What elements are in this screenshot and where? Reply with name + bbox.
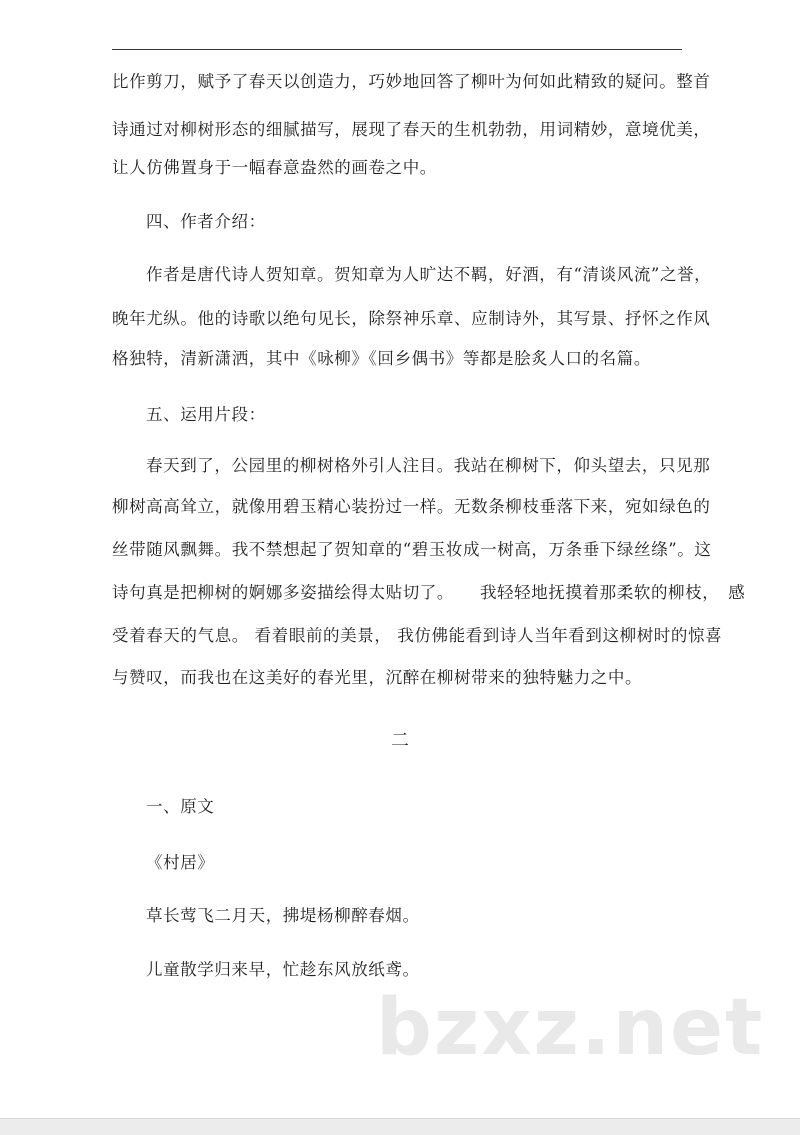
poem-line-1: 草长莺飞二月天，拂堤杨柳醉春烟。 — [146, 906, 420, 925]
paragraph-line-8: 柳树高高耸立，就像用碧玉精心装扮过一样。无数条柳枝垂落下来，宛如绿色的 — [112, 497, 711, 516]
section-heading-usage: 五、运用片段： — [146, 405, 266, 424]
section-heading-original: 一、原文 — [146, 797, 215, 816]
paragraph-line-3: 让人仿佛置身于一幅春意盎然的画卷之中。 — [112, 158, 437, 177]
poem-title: 《村居》 — [146, 853, 215, 872]
paragraph-line-2: 诗通过对柳树形态的细腻描写，展现了春天的生机勃勃，用词精妙，意境优美， — [112, 120, 711, 139]
viewer-bottom-strip — [0, 1118, 800, 1135]
paragraph-line-10: 诗句真是把柳树的婀娜多姿描绘得太贴切了。 我轻轻地抚摸着那柔软的柳枝， 感 — [112, 583, 746, 602]
paragraph-line-1: 比作剪刀，赋予了春天以创造力，巧妙地回答了柳叶为何如此精致的疑问。整首 — [112, 72, 711, 91]
paragraph-line-9: 丝带随风飘舞。我不禁想起了贺知章的“碧玉妆成一树高，万条垂下绿丝绦”。这 — [112, 540, 712, 559]
paragraph-line-4: 作者是唐代诗人贺知章。贺知章为人旷达不羁，好酒，有“清谈风流”之誉， — [146, 265, 712, 284]
paragraph-line-12: 与赞叹，而我也在这美好的春光里，沉醉在柳树带来的独特魅力之中。 — [112, 668, 643, 687]
watermark-logo: bzxz.net — [376, 983, 765, 1073]
paragraph-line-6: 格独特，清新潇洒，其中《咏柳》《回乡偶书》等都是脍炙人口的名篇。 — [112, 349, 651, 368]
part-heading-two: 二 — [391, 730, 409, 751]
header-rule — [112, 49, 682, 50]
poem-line-2: 儿童散学归来早，忙趁东风放纸鸢。 — [146, 960, 420, 979]
paragraph-line-7: 春天到了，公园里的柳树格外引人注目。我站在柳树下，仰头望去，只见那 — [146, 456, 711, 475]
paragraph-line-5: 晚年尤纵。他的诗歌以绝句见长，除祭神乐章、应制诗外，其写景、抒怀之作风 — [112, 309, 711, 328]
section-heading-author: 四、作者介绍： — [146, 212, 266, 231]
paragraph-line-11: 受着春天的气息。 看着眼前的美景， 我仿佛能看到诗人当年看到这柳树时的惊喜 — [112, 626, 723, 645]
